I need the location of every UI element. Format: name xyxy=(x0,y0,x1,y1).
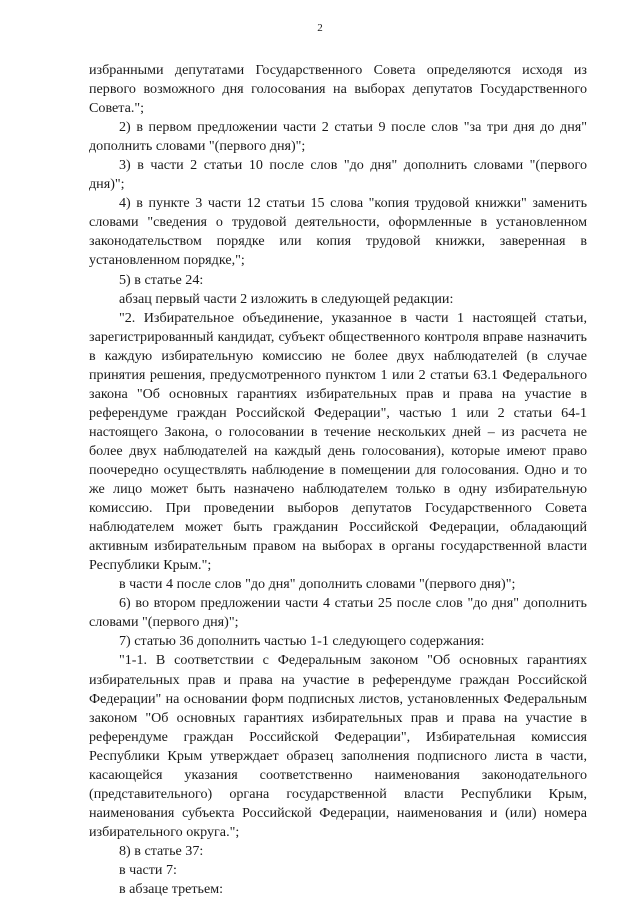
document-body xyxy=(89,61,587,899)
paragraph: "2. Избирательное объединение, указанное в части 1 настоящей статьи, зарегистрированный кандидат, субъект общественного контроля вправе назначить в каждую избирательную комиссию не более двух наблюдателей (в случае принятия решения, предусмотренного пунктом 1 или 2 статьи 63.1 Федерального закона "Об основных гарантиях избирательных прав и права на участие в референдуме граждан Российской Федерации", частью 1 или 2 статьи 64-1 настоящего Закона, о голосовании в течение нескольких дней – из расчета не более двух наблюдателей на каждый день голосования), которые имеют право поочередно осуществлять наблюдение в помещении для голосования. Одно и то же лицо может быть назначено наблюдателем только в одну избирательную комиссию. При проведении выборов депутатов Государственного Совета наблюдателем может быть гражданин Российской Федерации, обладающий активным избирательным правом на выборах в органы государственной власти Республики Крым."; xyxy=(89,309,587,574)
paragraph: 8) в статье 37: xyxy=(119,842,204,859)
paragraph: 7) статью 36 дополнить частью 1-1 следующего содержания: xyxy=(119,633,485,650)
paragraph: 5) в статье 24: xyxy=(119,271,204,288)
paragraph: 3) в части 2 статьи 10 после слов "до дня" дополнить словами "(первого дня)"; xyxy=(89,157,587,193)
paragraph: избранными депутатами Государственного Совета определяются исходя из первого возможного дня голосования на выборах депутатов Государственного Совета."; xyxy=(89,62,587,117)
paragraph: в части 4 после слов "до дня" дополнить словами "(первого дня)"; xyxy=(119,576,516,593)
paragraph: 6) во втором предложении части 4 статьи 25 после слов "до дня" дополнить словами "(первого дня)"; xyxy=(89,595,587,631)
paragraph: в части 7: xyxy=(119,861,177,878)
paragraph: абзац первый части 2 изложить в следующей редакции: xyxy=(119,290,454,307)
page-number: 2 xyxy=(317,22,323,34)
paragraph: в абзаце третьем: xyxy=(119,881,224,898)
paragraph: "1-1. В соответствии с Федеральным законом "Об основных гарантиях избирательных прав и права на участие в референдуме граждан Российской Федерации" на основании форм подписных листов, установленных Федеральным законом "Об основных гарантиях избирательных прав и права на участие в референдуме граждан Российской Федерации", Избирательная комиссия Республики Крым утверждает образец заполнения подписного листа в части, касающейся указания соответственно наименования законодательного (представительного) органа государственной власти Республики Крым, наименования субъекта Российской Федерации, наименования и (или) номера избирательного округа."; xyxy=(89,652,587,840)
paragraph: 2) в первом предложении части 2 статьи 9 после слов "за три дня до дня" дополнить словами "(первого дня)"; xyxy=(89,119,587,155)
paragraph: 4) в пункте 3 части 12 статьи 15 слова "копия трудовой книжки" заменить словами "сведения о трудовой деятельности, оформленные в установленном законодательством порядке или копия трудовой книжки, заверенная в установленном порядке,"; xyxy=(89,195,587,269)
